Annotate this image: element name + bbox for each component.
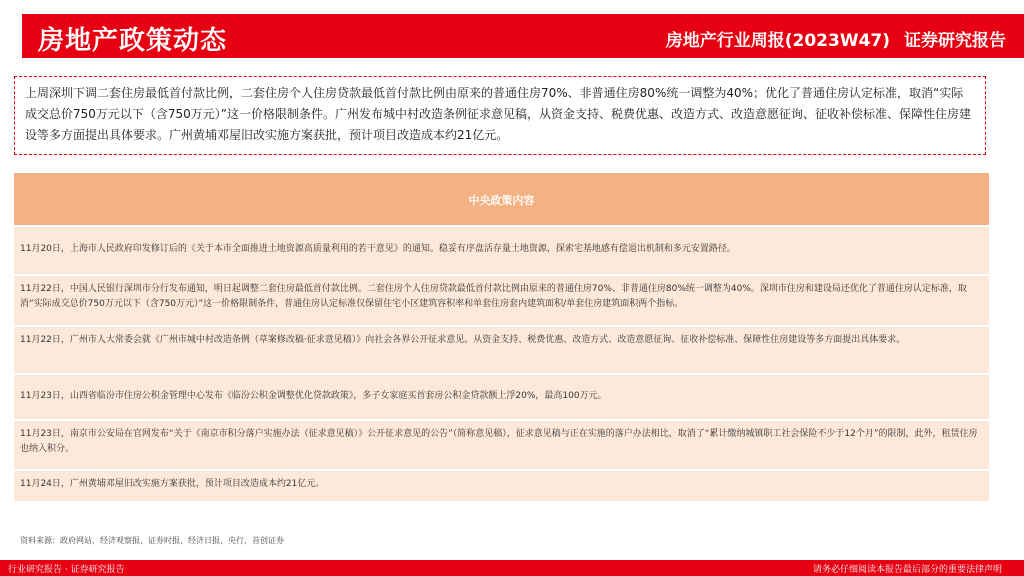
policy-table — [14, 173, 989, 503]
footer-left-text: 行业研究报告 · 证券研究报告 — [8, 565, 125, 575]
footer-disclaimer: 请务必仔细阅读本报告最后部分的重要法律声明 — [812, 565, 1002, 575]
row-text: 11月23日，山西省临汾市住房公积金管理中心发布《临汾公积金调整优化贷款政策》，多子女家庭买首套房公积金贷款额上浮20%，最高100万元。 — [20, 391, 607, 401]
row-text: 11月22日，中国人民银行深圳市分行发布通知，明日起调整二套住房最低首付款比例。二套住房个人住房贷款最低首付款比例由原来的普通住房70%、非普通住房80%统一调整为40%。深圳市住房和建设局还优化了普通住房认定标准，取消“实际成交总价750万元以下（含750万元）”这一价格限制条件，普通住房认定标准仅保留住宅小区建筑容积率和单套住房套内建筑面积/单套住房建筑面积两个指标。 — [20, 284, 967, 309]
header-report-info — [666, 26, 1006, 51]
table-row — [14, 471, 989, 501]
page-title: 房地产政策动态 — [38, 26, 228, 56]
row-text: 11月23日，南京市公安局在官网发布“关于《南京市积分落户实施办法（征求意见稿）》公开征求意见的公告”（简称意见稿），征求意见稿与正在实施的落户办法相比，取消了“累计缴纳城镇职工社会保险不少于12个月”的限制，此外，租赁住房也纳入积分。 — [20, 429, 978, 454]
page-footer — [0, 560, 1024, 576]
table-row — [14, 327, 989, 373]
table-row — [14, 276, 989, 325]
row-text: 11月24日，广州黄埔邓屋旧改实施方案获批，预计项目改造成本约21亿元。 — [20, 479, 325, 489]
report-type: 证券研究报告 — [904, 31, 1006, 51]
source-note: 资料来源：政府网站，经济观察报，证券时报，经济日报，央行，首创证券 — [20, 536, 284, 545]
page-header — [22, 14, 1024, 58]
table-header: 中央政策内容 — [14, 173, 989, 225]
corner-block — [0, 0, 22, 60]
report-name: 房地产行业周报(2023W47) — [665, 31, 890, 51]
summary-box: 上周深圳下调二套住房最低首付款比例，二套住房个人住房贷款最低首付款比例由原来的普通住房70%、非普通住房80%统一调整为40%；优化了普通住房认定标准，取消“实际成交总价750万元以下（含750万元）”这一价格限制条件。广州发布城中村改造条例征求意见稿，从资金支持、税费优惠、改造方式、改造意愿征询、征收补偿标准、保障性住房建设等多方面提出具体要求。广州黄埔邓屋旧改实施方案获批，预计项目改造成本约21亿元。 — [14, 76, 986, 155]
table-row — [14, 421, 989, 469]
row-text: 11月20日，上海市人民政府印发修订后的《关于本市全面推进土地资源高质量利用的若干意见》的通知。稳妥有序盘活存量土地资源，探索宅基地感有偿退出机制和多元安置路径。 — [20, 244, 736, 254]
table-row — [14, 375, 989, 419]
row-text: 11月22日，广州市人大常委会就《广州市城中村改造条例（草案修改稿·征求意见稿）》向社会各界公开征求意见。从资金支持、税费优惠、改造方式、改造意愿征询、征收补偿标准、保障性住房建设等多方面提出具体要求。 — [20, 335, 906, 345]
table-row — [14, 227, 989, 274]
